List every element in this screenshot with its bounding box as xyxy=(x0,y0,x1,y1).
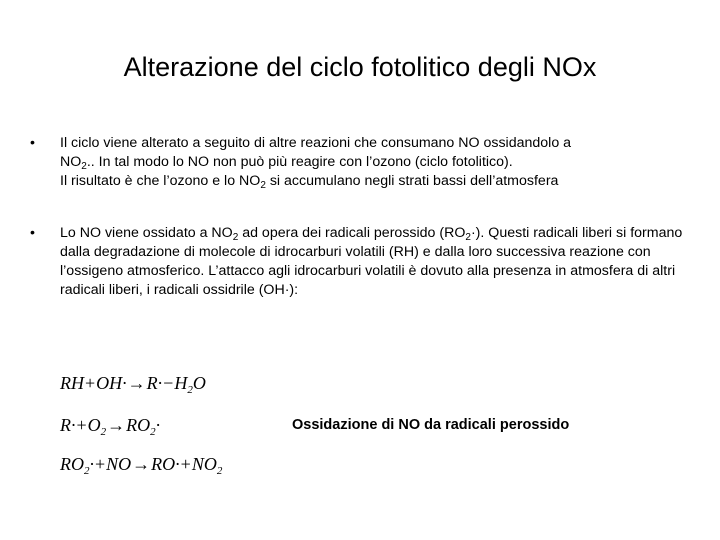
bullet-text-fragment: ad opera dei radicali perossido (RO xyxy=(238,225,466,241)
eq-term: NO xyxy=(191,454,217,474)
bullet-text xyxy=(60,134,690,191)
minus-operator: − xyxy=(163,373,174,393)
subscript: 2 xyxy=(81,161,87,172)
eq-term: H xyxy=(174,373,188,393)
plus-operator: + xyxy=(76,415,87,435)
bullet-text-fragment: si accumulano negli strati bassi dell’atmosfera xyxy=(265,173,559,189)
subscript: 2 xyxy=(100,426,107,438)
eq-term: R· xyxy=(146,373,163,393)
subscript: 2 xyxy=(232,232,239,243)
eq-term: O xyxy=(192,373,206,393)
bullet-item xyxy=(30,134,690,191)
eq-term: · xyxy=(89,454,94,474)
bullet-symbol: • xyxy=(30,135,35,151)
plus-operator: + xyxy=(85,373,96,393)
equation-peroxy-formation xyxy=(60,414,160,436)
reaction-arrow: → xyxy=(127,373,146,393)
eq-term: RO xyxy=(60,454,84,474)
bullet-text-fragment: Lo NO viene ossidato a NO xyxy=(60,225,233,241)
eq-term: NO xyxy=(106,454,132,474)
bullet-text-line: Il ciclo viene alterato a seguito di altre reazioni che consumano NO ossidandolo a xyxy=(60,135,572,151)
bullet-list xyxy=(30,134,690,300)
eq-term: RO· xyxy=(151,454,180,474)
reaction-arrow: → xyxy=(132,454,151,474)
bullet-text-fragment: Il risultato è che l’ozono e lo NO xyxy=(60,173,261,189)
subscript: 2 xyxy=(187,384,193,396)
equation-no-oxidation xyxy=(60,453,222,475)
bullet-text-fragment: ·). Questi radicali liberi si formano dalla degradazione di molecole di idrocarburi volatili (RH) e dalla loro successiva reazione con l’ossigeno atmosferico. L’attacco agli idrocarburi volatili è dovuto alla presenza in atmosfera di altri radicali liberi, i radicali ossidrile (OH·): xyxy=(60,225,683,298)
bullet-text-fragment: NO xyxy=(60,154,82,170)
equation-caption: Ossidazione di NO da radicali perossido xyxy=(292,417,570,433)
reaction-arrow: → xyxy=(107,415,126,435)
eq-term: O xyxy=(87,415,101,435)
bullet-item xyxy=(30,224,690,300)
subscript: 2 xyxy=(465,232,471,243)
subscript: 2 xyxy=(150,426,156,438)
subscript: 2 xyxy=(216,465,223,477)
eq-term: · xyxy=(155,415,161,435)
eq-term: RO xyxy=(126,415,151,435)
eq-term: RH xyxy=(60,373,84,393)
subscript: 2 xyxy=(84,465,90,477)
bullet-symbol: • xyxy=(30,225,35,241)
eq-term: OH· xyxy=(96,373,127,393)
eq-term: R· xyxy=(60,415,76,435)
equation-hydrogen-abstraction xyxy=(60,372,206,394)
plus-operator: + xyxy=(95,454,106,474)
bullet-text-fragment: .. In tal modo lo NO non può più reagire con l’ozono (ciclo fotolitico). xyxy=(86,154,513,170)
bullet-text xyxy=(60,224,690,300)
subscript: 2 xyxy=(260,180,266,191)
slide-title: Alterazione del ciclo fotolitico degli NOx xyxy=(123,52,597,82)
plus-operator: + xyxy=(180,454,191,474)
